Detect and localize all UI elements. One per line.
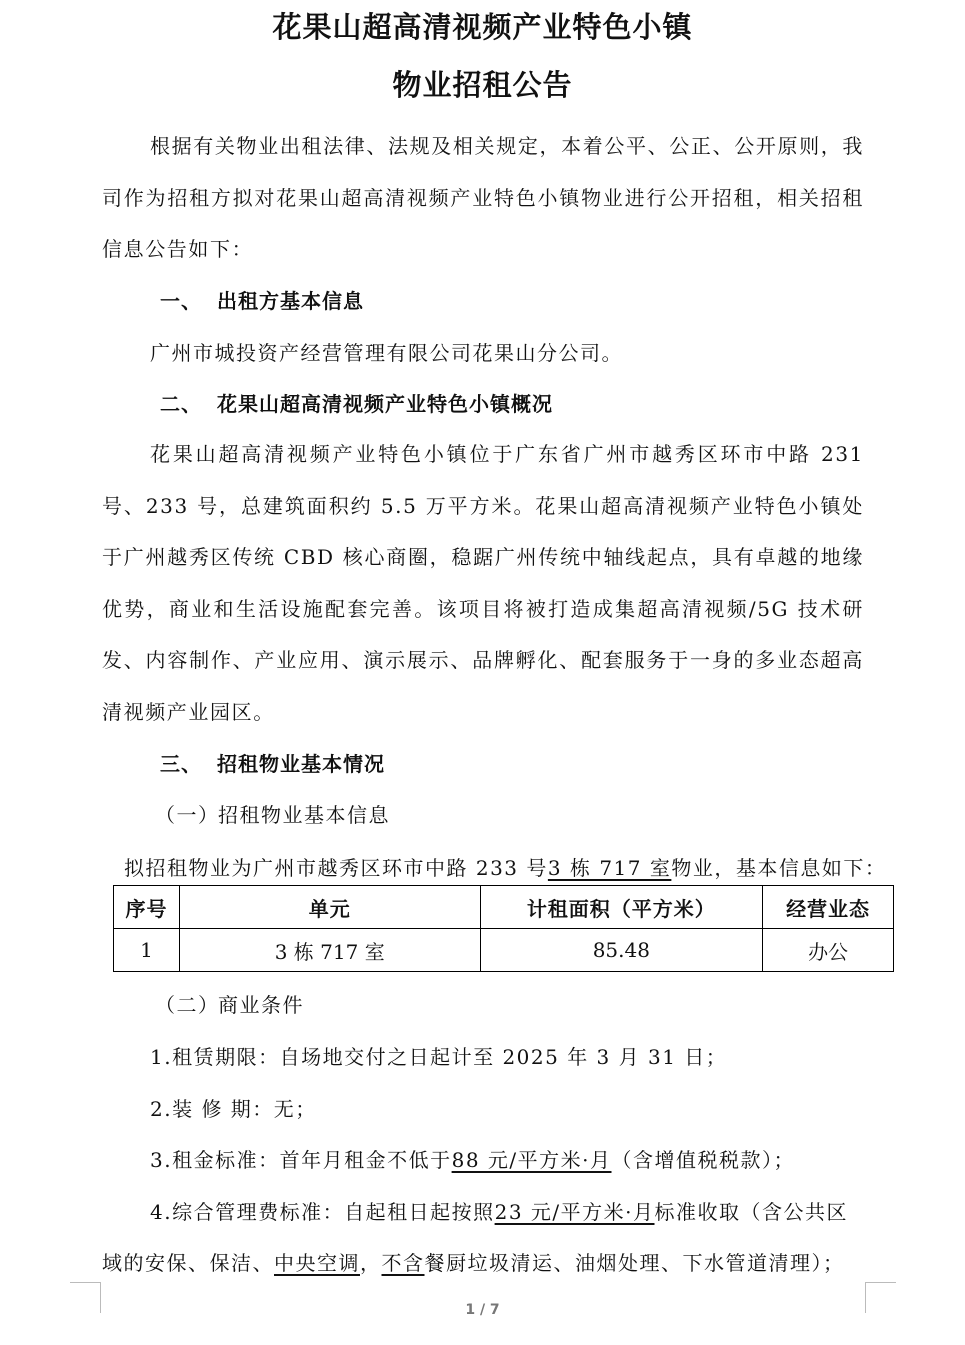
cell-business-type: 办公	[763, 929, 894, 972]
rent-before: 3.租金标准：首年月租金不低于	[150, 1148, 452, 1172]
rental-table	[113, 885, 894, 972]
condition-management-fee	[150, 1197, 848, 1227]
section2-body: 花果山超高清视频产业特色小镇位于广东省广州市越秀区环市中路 231 号、233 号，总建筑面积约 5.5 万平方米。花果山超高清视频产业特色小镇处于广州越秀区传统 CBD 核心商圈，稳踞广州传统中轴线起点，具有卓越的地缘优势，商业和生活设施配套完善。该项目将被打造成集超高清视频/5G 技术研发、内容制作、产业应用、演示展示、品牌孵化、配套服务于一身的多业态超高清视频产业园区。	[102, 442, 864, 724]
sub1-number: （一）	[155, 803, 220, 827]
fee-amount: 23 元/平方米·月	[494, 1200, 655, 1224]
intro-paragraph: 根据有关物业出租法律、法规及相关规定，本着公平、公正、公开原则，我司作为招租方拟对花果山超高清视频产业特色小镇物业进行公开招租，相关招租信息公告如下：	[102, 134, 864, 261]
header-business-type: 经营业态	[763, 886, 894, 929]
sub1-title: 招租物业基本信息	[218, 803, 390, 827]
section3-title: 招租物业基本情况	[217, 752, 385, 776]
page-number: 1 / 7	[465, 1302, 500, 1318]
section1-number: 一、	[160, 289, 202, 313]
fee-before: 4.综合管理费标准：自起租日起按照	[150, 1200, 495, 1224]
rent-after: （含增值税税款）；	[611, 1148, 795, 1172]
table-header-row	[114, 886, 894, 929]
header-area: 计租面积（平方米）	[480, 886, 763, 929]
fee2-central-ac: 中央空调	[274, 1251, 360, 1275]
section2-title: 花果山超高清视频产业特色小镇概况	[217, 392, 553, 416]
header-index: 序号	[114, 886, 180, 929]
table-row	[114, 929, 894, 972]
cell-unit: 3 栋 717 室	[179, 929, 480, 972]
fee2-before: 域的安保、保洁、	[102, 1251, 274, 1275]
section1-title: 出租方基本信息	[217, 289, 364, 313]
cell-index: 1	[114, 929, 180, 972]
header-unit: 单元	[179, 886, 480, 929]
fee-after: 标准收取（含公共区	[654, 1200, 848, 1224]
fee2-after: 餐厨垃圾清运、油烟处理、下水管道清理）；	[424, 1251, 845, 1275]
condition-renovation: 2.装 修 期：无；	[150, 1097, 317, 1121]
section1-heading	[160, 286, 364, 316]
sub2-title: 商业条件	[218, 993, 304, 1017]
table-intro-before: 拟招租物业为广州市越秀区环市中路 233 号	[124, 856, 548, 880]
table-intro-after: 物业，基本信息如下：	[671, 856, 887, 880]
document-title-line1: 花果山超高清视频产业特色小镇	[272, 10, 693, 44]
rent-amount: 88 元/平方米·月	[451, 1148, 612, 1172]
document-title-line2: 物业招租公告	[392, 68, 573, 102]
table-intro	[124, 853, 886, 883]
section3-sub2	[155, 990, 304, 1020]
section2-number: 二、	[160, 392, 202, 416]
section3-heading	[160, 749, 385, 779]
cell-area: 85.48	[480, 929, 763, 972]
condition-management-fee-line2	[102, 1248, 845, 1278]
fee2-mid: ，	[360, 1251, 382, 1275]
table-intro-unit: 3 栋 717 室	[547, 856, 672, 880]
section2-heading	[160, 389, 553, 419]
section3-sub1	[155, 800, 390, 830]
fee2-excluded: 不含	[381, 1251, 425, 1275]
section3-number: 三、	[160, 752, 202, 776]
sub2-number: （二）	[155, 993, 220, 1017]
condition-lease-term: 1.租赁期限：自场地交付之日起计至 2025 年 3 月 31 日；	[150, 1045, 728, 1069]
condition-rent	[150, 1145, 795, 1175]
section1-body: 广州市城投资产经营管理有限公司花果山分公司。	[150, 341, 623, 365]
